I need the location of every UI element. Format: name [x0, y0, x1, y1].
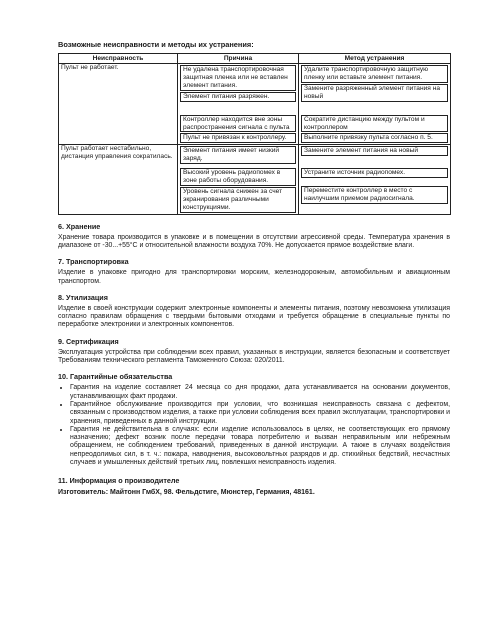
header-cause: Причина: [178, 54, 299, 64]
warranty-list: [58, 384, 450, 467]
header-fault: Неисправность: [59, 54, 178, 64]
section-heading: 10. Гарантийные обязательства: [58, 372, 173, 382]
cause-cell: [178, 64, 299, 145]
fix-cell: [299, 64, 451, 145]
section-disposal: [58, 293, 450, 330]
cause-item: Элемент питания имеет низкий заряд.: [180, 146, 296, 164]
faults-header-row: [59, 54, 451, 64]
section-warranty: [58, 372, 450, 467]
fix-item: Выполните привязку пульта согласно п. 5.: [301, 133, 448, 143]
cause-item: Элемент питания разряжен.: [180, 92, 296, 102]
section-certification: [58, 337, 450, 366]
fault-cell: Пульт не работает.: [59, 64, 178, 145]
section-storage: [58, 222, 450, 251]
document-page: [58, 40, 450, 497]
warranty-item: • Гарантия не действительна в случаях: если изделие использовалось в целях, не соответствующих его прямому назначению; дефект возник после передачи товара потребителю и вызван неправильным или небрежным обращением, не соблюдением требований, приведенных в данной инструкции. А также в случаях воздействия непреодолимых сил, в т. ч.: пожара, наводнения, высоковольтных разрядов и др. стихийных бедствий, несчастных случаев и умышленных действий третьих лиц, повлекших неисправность изделия.: [70, 426, 450, 467]
fix-item: Замените элемент питания на новый: [301, 146, 448, 156]
cause-item: Не удалена транспортировочная защитная пленка или не вставлен элемент питания.: [180, 65, 296, 91]
header-fix: Метод устранения: [299, 54, 451, 64]
section-heading: 7. Транспортировка: [58, 257, 129, 267]
warranty-item: • Гарантийное обслуживание производится при условии, что возникшая неисправность связана с дефектом, связанным с производством изделия, а также при условии соблюдения всех правил эксплуатации, транспортировки и хранения, приведенных в данной инструкции.: [70, 401, 450, 426]
cause-item: Контроллер находится вне зоны распространения сигнала с пульта: [180, 115, 296, 133]
faults-table: [58, 53, 451, 215]
cause-item: Уровень сигнала снижен за счет экранирования различными конструкциями.: [180, 187, 296, 213]
section-heading: 8. Утилизация: [58, 292, 108, 302]
fix-cell: [299, 145, 451, 214]
warranty-item: • Гарантия на изделие составляет 24 месяца со дня продажи, дата устанавливается на основании документов, устанавливающих факт продажи.: [70, 384, 450, 401]
section-text: Изделие в своей конструкции содержит электронные компоненты и элементы питания, поэтому невозможна утилизация согласно правилам обращения с твердыми бытовыми отходами и требуется обращение в специальные пункты по переработке электроники и электронных компонентов.: [58, 304, 450, 329]
section-text: Эксплуатация устройства при соблюдении всех правил, указанных в инструкции, является безопасным и соответствует Требованиям технического регламента Таможенного Союза: 020/2011.: [58, 348, 450, 365]
section-heading: 11. Информация о производителе: [58, 476, 180, 486]
cause-cell: [178, 145, 299, 214]
section-transport: [58, 257, 450, 286]
faults-title: Возможные неисправности и методы их устранения:: [58, 40, 254, 49]
section-manufacturer: [58, 476, 450, 497]
section-text: Хранение товара производится в упаковке и в помещении в отсутствии агрессивной среды. Температура хранения в диапазоне от -30...+55°C и относительной влажности воздуха 70%. Не допускается прямое воздействие влаги.: [58, 233, 450, 249]
fault-cell: Пульт работает нестабильно, дистанция управления сократилась.: [59, 145, 178, 214]
fix-item: Переместите контроллер в место с наилучшим приемом радиосигнала.: [301, 186, 448, 204]
fault-group-row: [59, 145, 451, 214]
section-heading: 6. Хранение: [58, 221, 101, 231]
fix-item: Устраните источник радиопомех.: [301, 168, 448, 178]
fault-group-row: [59, 64, 451, 145]
manufacturer-text: Изготовитель: Майтонн ГмбХ, 98. Фельдстиге, Мюнстер, Германия, 48161.: [58, 489, 315, 497]
section-heading: 9. Сертификация: [58, 336, 119, 346]
fix-item: Удалите транспортировочную защитную пленку или вставьте элемент питания.: [301, 65, 448, 83]
section-text: Изделие в упаковке пригодно для транспортировки морским, железнодорожным, автомобильным и авиационным транспортом.: [58, 269, 450, 285]
cause-item: Пульт не привязан к контроллеру.: [180, 133, 296, 143]
fix-item: Сократите дистанцию между пультом и контроллером: [301, 115, 448, 133]
cause-item: Высокий уровень радиопомех в зоне работы оборудования.: [180, 168, 296, 186]
fix-item: Замените разряженный элемент питания на новый: [301, 84, 448, 102]
